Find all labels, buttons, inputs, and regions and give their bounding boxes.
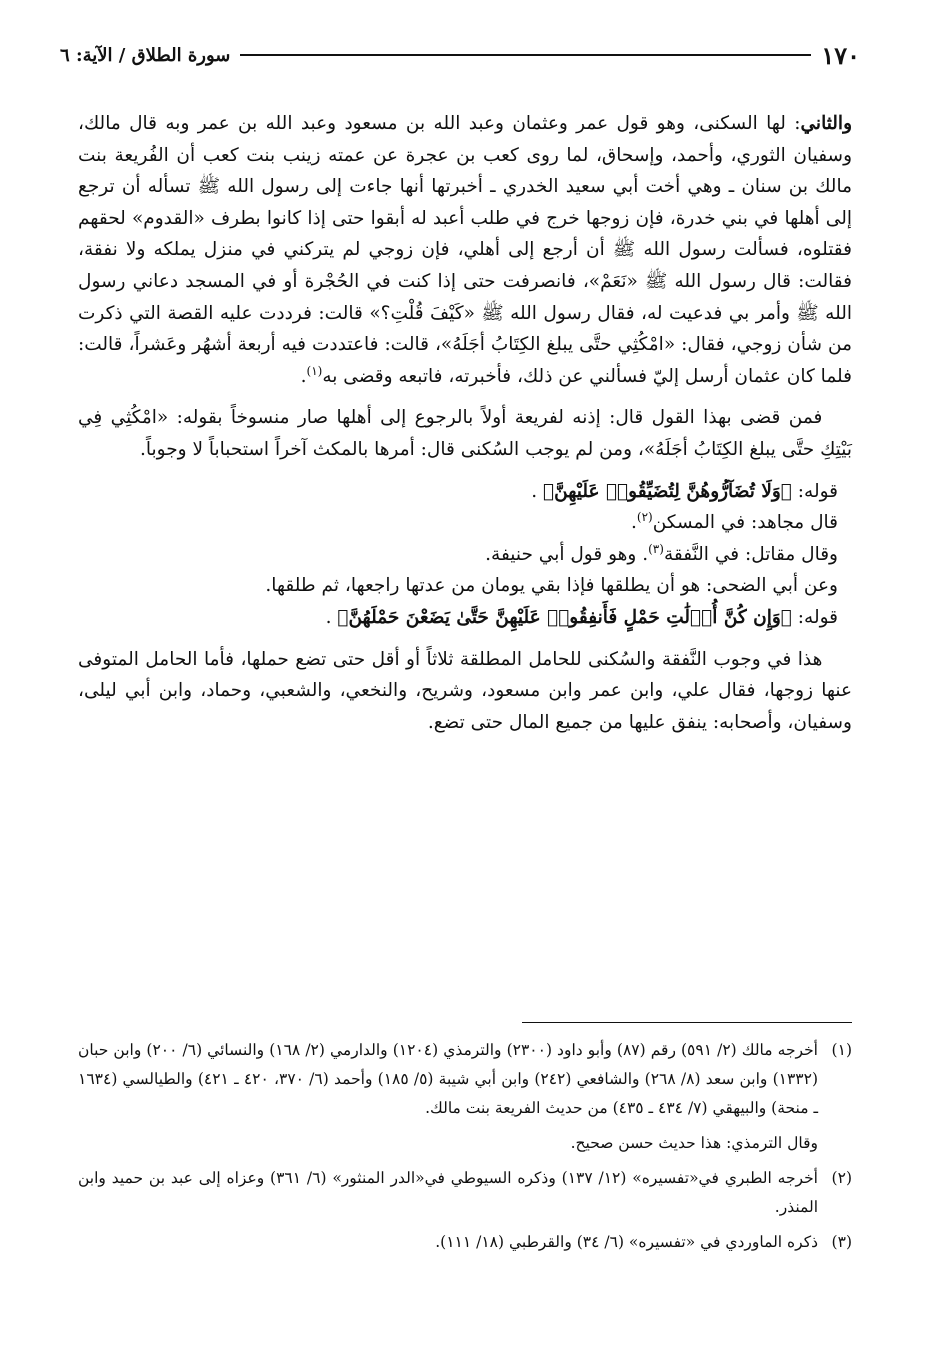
line-abu-duha: وعن أبي الضحى: هو أن يطلقها فإذا بقي يومان من عدتها راجعها، ثم طلقها. (265, 575, 838, 597)
footnote-marker-3: (٣) (648, 541, 664, 556)
verse-end: . (531, 480, 544, 502)
paragraph-text: : لها السكنى، وهو قول عمر وعثمان وعبد الله بن مسعود وعبد الله بن عمر وبه قال مالك، وسفيان الثوري، وأحمد، وإسحاق، لما روى كعب بن عجرة عن عمته زينب بنت كعب أن الفُريعة بنت مالك بن سنان ـ وهي أخت أبي سعيد الخدري ـ أخبرتها أنها جاءت إلى رسول الله ﷺ تسأله أن ترجع إلى أهلها في بني خدرة، فإن زوجها خرج في طلب أعبد له أبقوا حتى إذا كانوا بطرف «القدوم» لحقهم فقتلوه، فسألت رسول الله ﷺ أن أرجع إلى أهلي، فإن زوجي لم يتركني في منزل يملكه ولا نفقة، فقالت: قال رسول الله ﷺ «نَعَمْ»، فانصرفت حتى إذا كنت في الحُجْرة أو في المسجد دعاني رسول الله ﷺ وأمر بي فدعيت له، فقال رسول الله ﷺ «كَيْفَ قُلْتِ؟» قالت: فرددت عليه القصة التي ذكرت من شأن زوجي، فقال: «امْكُثِي حتَّى يبلغ الكِتَابُ أجَلَهُ»، قالت: فاعتددت فيه أربعة أشهُر وعَشراً، قالت: فلما كان عثمان أرسل إليّ فسألني عن ذلك، فأخبرته، فاتبعه وقضى به (78, 113, 852, 387)
paragraph-end: . (300, 365, 307, 387)
surah-reference: سورة الطلاق / الآية: ٦ (60, 44, 231, 66)
footnote-3 (78, 1228, 852, 1257)
footnote-2 (78, 1164, 852, 1222)
footnote-number: (٣) (831, 1233, 852, 1251)
footnote-text: ذكره الماوردي في «تفسيره» (٦/ ٣٤) والقرطبي (١٨/ ١١١). (435, 1233, 818, 1251)
header-rule (240, 54, 811, 56)
page-number: ١٧٠ (821, 40, 860, 70)
page-header (60, 38, 860, 72)
paragraph-pregnant-widow: هذا في وجوب النَّفقة والسُكنى للحامل المطلقة ثلاثاً أو أقل حتى تضع حملها، فأما الحامل المتوفى عنها زوجها، فقال علي، وابن عمر وابن مسعود، وشريح، والنخعي، والشعبي، وحماد، وابن أبي ليلى، وسفيان، وأصحابه: ينفق عليها من جميع المال حتى تضع. (78, 648, 852, 733)
footnote-1-note: وقال الترمذي: هذا حديث حسن صحيح. (570, 1134, 818, 1152)
verse-line-1 (78, 476, 852, 508)
footnote-text: أخرجه الطبري في«تفسيره» (١٢/ ١٣٧) وذكره السيوطي في«الدر المنثور» (٦/ ٣٦١) وعزاه إلى عبد بن حميد وابن المنذر. (78, 1169, 818, 1216)
footnote-text: أخرجه مالك (٢/ ٥٩١) رقم (٨٧) وأبو داود (٢٣٠٠) والترمذي (١٢٠٤) والدارمي (٢/ ١٦٨) والنسائي (٦/ ٢٠٠) وابن حبان (١٣٣٢) وابن سعد (٨/ ٢٦٨) والشافعي (٢٤٢) وابن أبي شيبة (٥/ ١٨٥) وأحمد (٦/ ٣٧٠، ٤٢٠ ـ ٤٢١) والطيالسي (١٦٣٤ ـ منحة) والبيهقي (٧/ ٤٣٤ ـ ٤٣٥) من حديث الفريعة بنت مالك. (78, 1041, 819, 1117)
footnote-1 (78, 1036, 852, 1123)
mujahid-text: قال مجاهد: في المسكن (652, 512, 838, 534)
footnotes (78, 1036, 852, 1263)
verse-line-2 (78, 602, 852, 634)
main-text (78, 108, 852, 738)
quran-verse-1: ﴿وَلَا تُضَآرُّوهُنَّ لِتُضَيِّقُوا۟ عَلَيْهِنَّ﴾ (543, 480, 792, 502)
muqatil-text: وقال مقاتل: في النَّفقة (663, 543, 838, 565)
paragraph-abrogation: فمن قضى بهذا القول قال: إذنه لفريعة أولاً بالرجوع إلى أهلها صار منسوخاً بقوله: «امْكُثِي فِي بَيْتِكِ حتَّى يبلغ الكِتَابُ أجَلَهُ»، ومن لم يوجب السُكنى قال: أمرها بالمكث آخراً استحباباً لا وجوباً. (78, 407, 852, 460)
muqatil-end: . وهو قول أبي حنيفة. (485, 543, 649, 565)
line-muqatil (78, 539, 852, 571)
verse-end: . (325, 606, 338, 628)
footnote-marker-2: (٢) (636, 509, 653, 524)
footnote-number: (١) (831, 1041, 852, 1059)
mujahid-end: . (630, 512, 637, 534)
paragraph-lead: والثاني (800, 113, 852, 134)
footnote-separator (522, 1022, 852, 1023)
footnote-number: (٢) (831, 1169, 852, 1187)
footnote-marker-1: (١) (306, 363, 323, 378)
verse-label: قوله: (791, 606, 838, 628)
line-mujahid (78, 507, 852, 539)
verse-label: قوله: (791, 480, 838, 502)
paragraph-second-opinion (78, 108, 852, 392)
quran-verse-2: ﴿وَإِن كُنَّ أُو۟لَٰتِ حَمْلٍ فَأَنفِقُوا۟ عَلَيْهِنَّ حَتَّىٰ يَضَعْنَ حَمْلَهُنَّ﴾ (337, 606, 792, 628)
